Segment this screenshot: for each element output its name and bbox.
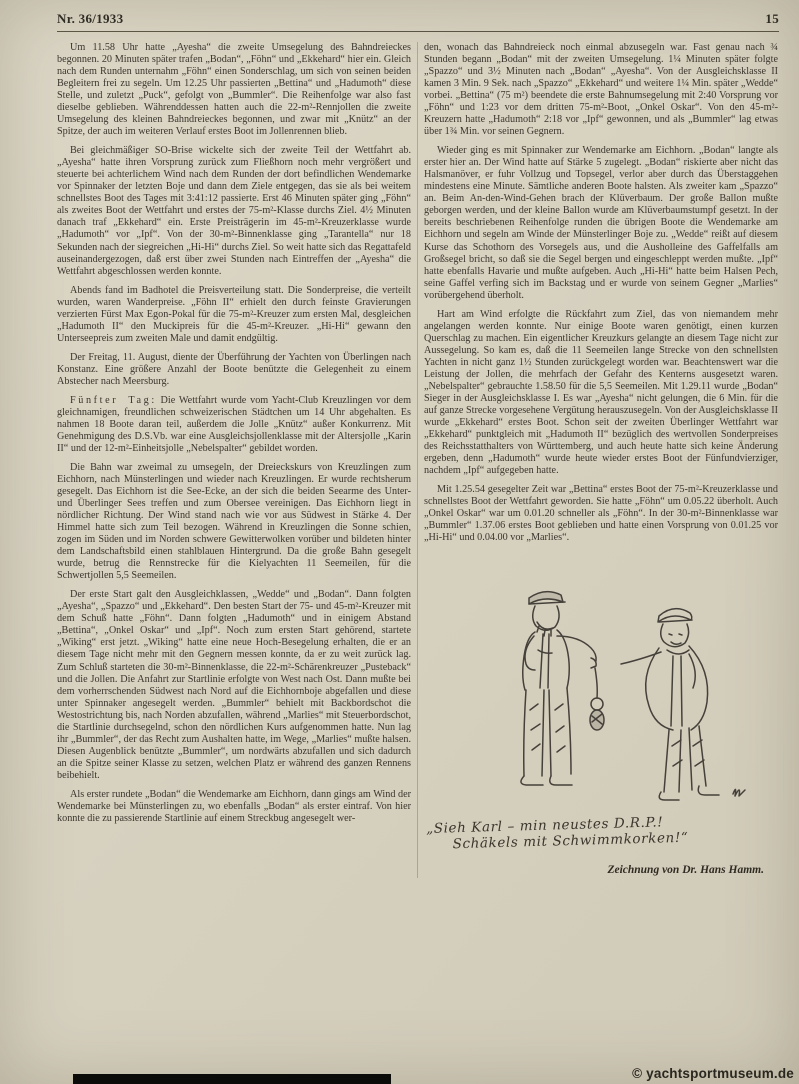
- caption-line-1: „Sieh Karl – min neustes D.R.P.!: [425, 814, 664, 838]
- page-number: 15: [765, 11, 779, 26]
- left-column: [57, 42, 411, 878]
- article-body: [57, 42, 779, 878]
- paragraph: Der erste Start galt den Ausgleichklassen, „Wedde“ und „Bodan“. Dann folgten „Ayesha“, „Spazzo“ und „Ekkehard“. Den besten Start der 75- und 45-m²-Kreuzer mit dem Schuß hatte „Föhn“. Dann folgten „Hadumoth“ und in einigem Abstand „Bettina“, „Onkel Oskar“ und „Ipf“. Noch zum ersten Start gehörend, startete „Wiking“ erst jetzt. „Wiking“ hatte eine neue Hoch-Besegelung erhalten, die er an diesem Tage nicht mehr mit den Gegnern messen konnte, da er zu weit zurück lag. Zum Schluß starteten die 30-m²-Binnenklasse, die 22-m²-Schärenkreuzer „Pusteback“ und die Jollen. Die Anfahrt zur Startlinie erfolgte von West nach Ost. Dann mußte bei dem vorherrschenden Südwest nach Nord auf die Eichhornboje abgefallen und diese unter Spinnaker angesegelt werden. „Bummler“ behielt mit Backbordschot die Westostrichtung bis, nach Norden abzufallen, während „Marlies“ mit Steuerbordschot, die Startlinie durchsegelnd, schon den nördlichen Kurs aufgenommen hatte. Nun lag ihr „Bummler“, der das Recht zum Aushalten hatte, im Wege, „Marlies“ mußte halsen. Diesen Augenblick benützte „Bummler“, um nordwärts abzufallen und sich dadurch an die Spitze seiner Klasse zu setzen, welchen Platz er während des ganzen Rennens beibehielt.: [57, 589, 411, 781]
- cartoon-caption: [426, 812, 779, 854]
- cartoon-drawing: [441, 570, 761, 818]
- paragraph: Wieder ging es mit Spinnaker zur Wendemarke am Eichhorn. „Bodan“ langte als erster hier an. Der Wind hatte auf Stärke 5 zugelegt. „Bodan“ riskierte aber nicht das Halsmanöver, er fuhr Vollzug und Topsegel, verlor aber durch das Überstaggehen mindestens eine Minute. Sämtliche anderen Boote halsten. Als zweiter kam „Spazzo“ an. Beim An-den-Wind-Gehen brach der Klüverbaum. Der große Ballon mußte geborgen werden, und der kleine Ballon wurde am Klüverbaumstumpf gesetzt. In der bereits beschriebenen Reihenfolge runden die übrigen Boote die Wendemarke am Eichhorn und segeln am Winde der Münsterlinger Boje zu. „Wedde“ reißt auf diesem Kurse das Schothorn des Vorsegels aus, und die Ausholleine des Gaffelfalls am Großsegel bricht, so daß sie die Segel bergen und eingeschleppt werden mußte. „Ipf“ hatte ebenfalls Havarie und mußte aufgeben. Auch „Hi-Hi“ hatte beim Halsen Pech, seine Gaffel verfing sich im Backstag und er wurde von seinem Gegner „Marlies“ vorübergehend überholt.: [424, 145, 778, 301]
- paragraph: Der Freitag, 11. August, diente der Überführung der Yachten von Überlingen nach Konstanz. Eine größere Anzahl der Boote benützte die Gelegenheit zu einem Abstecher nach Meersburg.: [57, 351, 411, 387]
- header-rule: [57, 31, 779, 32]
- paragraph: [57, 395, 411, 455]
- paragraph: Hart am Wind erfolgte die Rückfahrt zum Ziel, das von niemandem mehr angelangen werden konnte. Nur einige Boote waren genötigt, einen kurzen Querschlag zu machen. Ein eigentlicher Kreuzkurs gelangte an diesem Tage nicht zur Aussegelung. So kam es, daß die 11 Seemeilen lange Strecke von den schnellsten Yachten in nicht ganz 1½ Stunden zurückgelegt worden war. Beachtenswert war die Leistung der Jollen, die mehrfach der Gefahr des Kenterns ausgesetzt waren. „Nebelspalter“ gebrauchte 1.58.50 für die 5,5 Seemeilen. Mit 1.29.11 wurde „Bodan“ Sieger in der Ausgleichsklasse I. Es war „Ayesha“ nicht gelungen, die 6 Min. für die auf ganze Strecke vorgesehene Vergütung herauszusegeln. Von der Ausgleichsklasse II wurde „Ekkehard“ erstes Boot. Schon seit der zweiten Überlinger Wettfahrt war „Ekkehard“ punktgleich mit „Hadumoth II“ bezüglich des wertvollen Sonderpreises des Reichsstatthalters von Württemberg, und auch heute hatte sich keine Änderung ergeben, denn „Hadumoth“ wurde heute wieder erstes Boot der Fünfundvierziger, nachdem „Ipf“ aufgegeben hatte.: [424, 308, 778, 477]
- cartoon-credit: Zeichnung von Dr. Hans Hamm.: [607, 864, 764, 877]
- cartoon-block: [424, 570, 778, 877]
- right-column: [424, 42, 778, 878]
- caption-line-2: Schäkels mit Schwimmkorken!“: [452, 829, 689, 853]
- column-divider: [417, 42, 418, 878]
- fifth-day-heading: Fünfter Tag:: [70, 394, 157, 406]
- watermark: © yachtsportmuseum.de: [632, 1066, 794, 1081]
- paragraph: Abends fand im Badhotel die Preisverteilung statt. Die Sonderpreise, die verteilt wurden, waren Wanderpreise. „Föhn II“ erhielt den durch feinste Gravierungen verzierten Fürst Max Egon-Pokal für die 75-m²-Kreuzer zum ersten Mal, desgleichen „Hadumoth II“ den Muckipreis für die 45-m²-Kreuzer. „Hi-Hi“ gewann den Unterseepreis zum zweiten Male und damit endgültig.: [57, 284, 411, 344]
- issue-number: Nr. 36/1933: [57, 11, 124, 26]
- paragraph: Mit 1.25.54 gesegelter Zeit war „Bettina“ erstes Boot der 75-m²-Kreuzerklasse und schnellstes Boot der Wettfahrt geworden. Sie hatte „Föhn“ um 0.05.22 überholt. Auch „Onkel Oskar“ war um 0.01.20 schneller als „Föhn“. In der 30-m²-Binnenklasse war „Bummler“ 1.37.06 erstes Boot geblieben und hatte einen Vorsprung von 0.01.25 vor „Hi-Hi“ und 0.04.00 vor „Marlies“.: [424, 484, 778, 544]
- scan-artifact-bar: [73, 1074, 391, 1084]
- paragraph: den, wonach das Bahndreieck noch einmal abzusegeln war. Fast genau nach ¾ Stunden begann „Bodan“ mit der zweiten Umsegelung. 1¼ Minuten später folgte „Spazzo“ und 3½ Minuten nach „Bodan“ „Ayesha“. Von der Ausgleichsklasse II kamen 3 Min. 9 Sek. nach „Spazzo“ „Ekkehard“ und weitere 1¼ Min. später „Wedde“ vorbei. „Bettina“ (75 m²) beendete die erste Bahnumsegelung mit 2:40 Vorsprung vor „Föhn“ und 1:23 vor dem dritten 75-m²-Boot, „Onkel Oskar“. Von den 45-m²-Kreuzern hatte „Hadumoth“ 2:18 vor „Ipf“ gewonnen, und als „Bummler“ lag etwas über 1¾ Min. vor seinen Gegnern.: [424, 42, 778, 138]
- paragraph: Die Bahn war zweimal zu umsegeln, der Dreieckskurs von Kreuzlingen zum Eichhorn, nach Münsterlingen und wieder nach Kreuzlingen. Er wurde rechtsherum gesegelt. Das Eichhorn ist die See-Ecke, an der sich die beiden Seearme des Unter- und Überlinger Sees treffen und zum Obersee vereinigen. Das Eichhorn liegt in nördlicher Richtung. Der Wind stand nach wie vor aus Südwest in Stärke 4. Der Himmel hatte sich zum Teil bezogen. Während in Kreuzlingen die Sonne schien, zogen im Süden und im Norden schwere Gewitterwolken vorüber und bildeten hinter dem Landschaftsbild einen stahlblauen Hintergrund. Da die große Bahn gesegelt wurde, betrug die Rennstrecke für die Kielyachten 11 Seemeilen, für die Schwertjollen 5,5 Seemeilen.: [57, 462, 411, 582]
- paragraph: Bei gleichmäßiger SO-Brise wickelte sich der zweite Teil der Wettfahrt ab. „Ayesha“ hatte ihren Vorsprung zurück zum Fließhorn noch mehr vergrößert und steuerte bei achterlichem Wind nach dem Runden der dort befindlichen Wendemarke vor Spinnaker der letzten Boje und dann dem Ziele entgegen, das sie als bei weitem schnellstes Boot des Tages mit 3:41:12 passierte. Erst 46 Minuten später ging „Föhn“ als zweites Boot der Wettfahrt und erstes der 75-m²-Klasse durchs Ziel. 4½ Minuten danach traf „Ekkehard“ ein. Erste Preisträgerin im 45-m²-Kreuzerklasse wurde „Hadumoth“ vor „Ipf“. Von der 30-m²-Binnenklasse ging „Tarantella“ nur 18 Sekunden nach der siegreichen „Hi-Hi“ durchs Ziel. So weit hatte sich das Regattafeld auseinandergezogen, daß erst über zwei Stunden nach Eintreffen der „Ayesha“ die Wettfahrt abgeschlossen werden konnte.: [57, 145, 411, 277]
- paragraph: Als erster rundete „Bodan“ die Wendemarke am Eichhorn, dann gings am Wind der Wendemarke bei Münsterlingen zu, wo ebenfalls „Bodan“ als erster eintraf. Von hier konnte die zu passierende Startlinie auf einem Streckbug angesegelt wer-: [57, 788, 411, 824]
- page-header: [57, 11, 779, 27]
- paragraph: Um 11.58 Uhr hatte „Ayesha“ die zweite Umsegelung des Bahndreieckes begonnen. 20 Minuten später trafen „Bodan“, „Föhn“ und „Ekkehard“ hier ein. Gleich nach dem Runden unternahm „Föhn“ einen Sonderschlag, um sich von seinen beiden Begleitern frei zu segeln. Um 12.25 Uhr passierten „Bettina“ und „Hadumoth“ diese Stelle, und zuletzt „Puck“, gefolgt von „Bummler“. Die Reihenfolge war also fast dieselbe geblieben. Währenddessen hatten auch die 22-m²-Rennjollen die zweite Umsegelung des kleinen Bahndreieckes begonnen, und zwar mit „Knütz“ an der Spitze, der auch im weiteren Verlauf erstes Boot im Jollenrennen blieb.: [57, 42, 411, 138]
- paragraph-text: Die Wettfahrt wurde vom Yacht-Club Kreuzlingen vor dem gleichnamigen, freundlichen schweizerischen Städtchen um 14 Uhr abgehalten. Es nahmen 18 Boote daran teil, außerdem die Jolle „Knütz“ außer Konkurrenz. Mit Genehmigung des D.S.Vb. war eine Ausgleichsjollenklasse mit der Altersjolle „Karin II“ und der 12-m²-Einheitsjolle „Nebelspalter“ gebildet worden.: [57, 394, 411, 454]
